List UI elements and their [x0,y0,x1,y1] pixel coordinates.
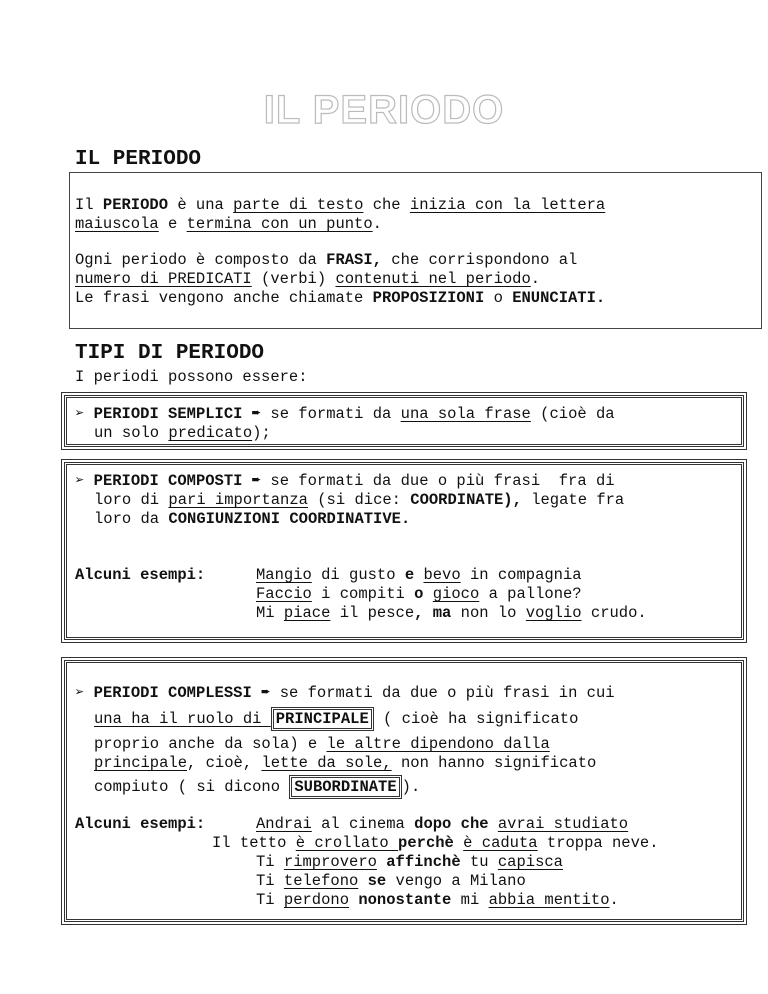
composti-examples-label: Alcuni esempi: [75,566,206,584]
complessi-line-2: una ha il ruolo di PRINCIPALE ( cioè ha significato [94,710,578,728]
heading-tipi-di-periodo: TIPI DI PERIODO [75,342,265,365]
complessi-example-5: Ti perdono nonostante mi abbia mentito. [256,891,619,909]
complessi-line-1: ➢ PERIODI COMPLESSI ➨ se formati da due o più frasi in cui [75,684,615,702]
definition-line-2: maiuscola e termina con un punto. [75,215,382,233]
definition-line-4: numero di PREDICATI (verbi) contenuti nel periodo. [75,270,541,288]
definition-line-1: Il PERIODO è una parte di testo che inizia con la lettera [75,196,606,214]
complessi-line-3: proprio anche da sola) e le altre dipendono dalla [94,735,550,753]
intro-text: I periodi possono essere: [75,368,308,386]
composti-line-1: ➢ PERIODI COMPOSTI ➨ se formati da due o più frasi fra di [75,472,615,490]
complessi-example-3: Ti rimprovero affinchè tu capisca [256,853,563,871]
composti-line-2: loro di pari importanza (si dice: COORDINATE), legate fra [94,491,625,509]
composti-example-1: Mangio di gusto e bevo in compagnia [256,566,582,584]
composti-example-2: Faccio i compiti o gioco a pallone? [256,585,582,603]
subordinate-tag: SUBORDINATE [289,775,401,799]
heading-il-periodo: IL PERIODO [75,148,202,171]
composti-line-3: loro da CONGIUNZIONI COORDINATIVE. [94,510,411,528]
complessi-example-1: Andrai al cinema dopo che avrai studiato [256,815,629,833]
principale-tag: PRINCIPALE [271,707,374,731]
definition-line-3: Ogni periodo è composto da FRASI, che corrispondono al [75,251,578,269]
complessi-example-2: Il tetto è crollato perchè è caduta troppa neve. [212,834,659,852]
complessi-line-5: compiuto ( si dicono SUBORDINATE ). [94,778,420,796]
complessi-example-4: Ti telefono se vengo a Milano [256,872,526,890]
definition-line-5: Le frasi vengono anche chiamate PROPOSIZIONI o ENUNCIATI. [75,289,606,307]
semplici-line-1: ➢ PERIODI SEMPLICI ➨ se formati da una sola frase (cioè da [75,405,615,423]
complessi-examples-label: Alcuni esempi: [75,815,206,833]
semplici-line-2: un solo predicato); [94,424,271,442]
composti-example-3: Mi piace il pesce, ma non lo voglio crudo. [256,604,647,622]
decorative-title: IL PERIODO [263,88,505,132]
complessi-line-4: principale, cioè, lette da sole, non hanno significato [94,754,597,772]
